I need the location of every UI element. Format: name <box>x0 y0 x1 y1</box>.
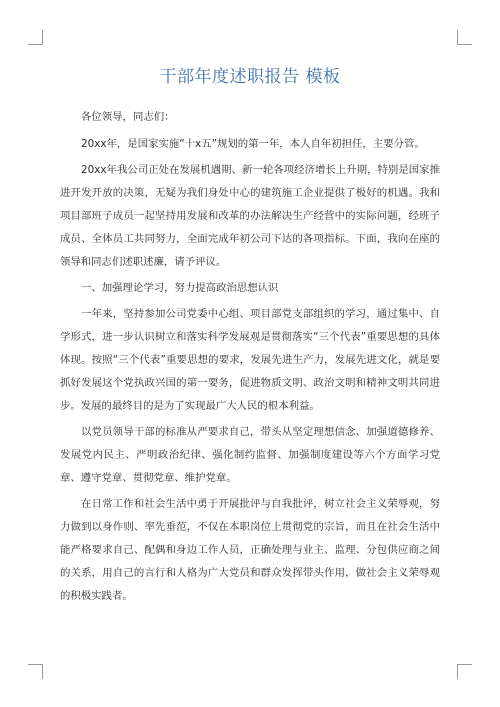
crop-mark-top-left <box>28 30 43 45</box>
paragraph-intro: 20xx年，是国家实施“十x五”规划的第一年，本人自年初担任，主要分管。 <box>81 138 425 150</box>
document-title: 干部年度述职报告 模板 <box>159 67 341 87</box>
paragraph-study: 一年来，坚持参加公司党委中心组、项目部党支部组织的学习，通过集中、自学形式，进一步认识树立和落实科学发展观是贯彻落实“三个代表”重要思想的具体体现。按照“三个代表”重要思想的要求，发展先进生产力，发展先进文化，就是要抓好发展这个党执政兴国的第一要务，促进物质文明、政治文明和精神文明共同进步。发展的最终目的是为了实现最广大人民的根本利益。 <box>60 308 440 412</box>
crop-mark-top-right <box>457 30 472 45</box>
paragraph-standards: 以党员领导干部的标准从严要求自己，带头从坚定理想信念、加强道德修养、发展党内民主、严明政治纪律、强化制约监督、加强制度建设等六个方面学习党章、遵守党章、贯彻党章、维护党章。 <box>60 426 440 484</box>
document-body <box>60 106 440 611</box>
crop-mark-bottom-left <box>28 664 43 679</box>
paragraph-overview: 20xx年我公司正处在发展机遇期、新一轮各项经济增长上升期，特别是国家推进开发开放的决策，无疑为我们身处中心的建筑施工企业提供了极好的机遇。我和项目部班子成员一起坚持用发展和改革的办法解决生产经营中的实际问题，经班子成员、全体员工共同努力，全面完成年初公司下达的各项指标。下面，我向在座的领导和同志们述职述廉，请予评议。 <box>60 164 440 268</box>
section-heading: 一、加强理论学习，努力提高政治思想认识 <box>81 282 279 294</box>
paragraph-conduct: 在日常工作和社会生活中勇于开展批评与自我批评，树立社会主义荣辱观，努力做到以身作则、率先垂范，不仅在本职岗位上贯彻党的宗旨，而且在社会生活中能严格要求自己、配偶和身边工作人员，正确处理与业主、监理、分包供应商之间的关系，用自己的言行和人格为广大党员和群众发挥带头作用，做社会主义荣辱观的积极实践者。 <box>60 498 440 602</box>
crop-mark-bottom-right <box>457 664 472 679</box>
salutation: 各位领导，同志们： <box>81 111 175 123</box>
